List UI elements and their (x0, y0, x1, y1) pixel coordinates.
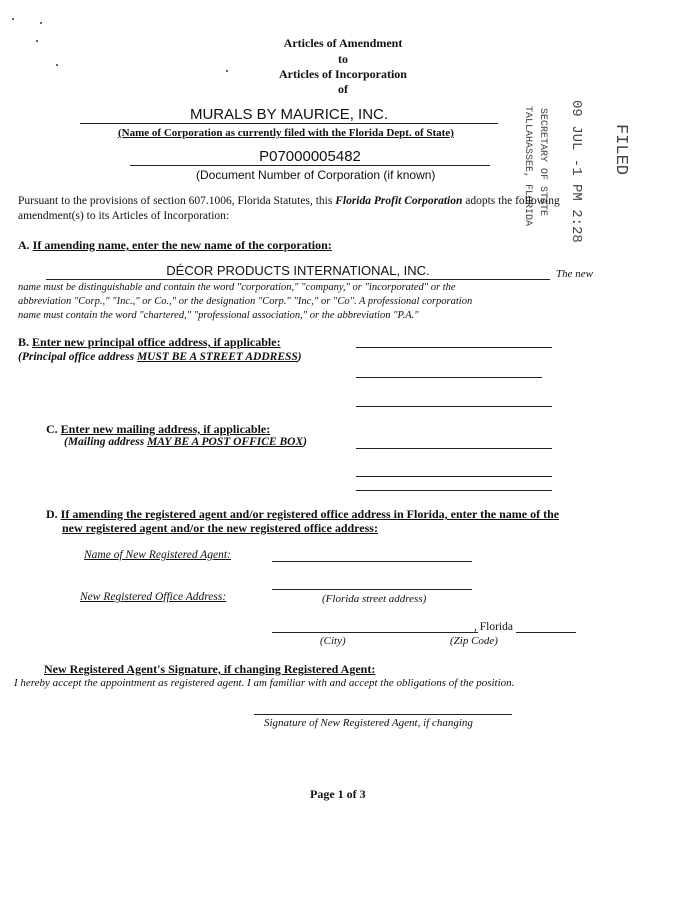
office-address-line[interactable] (272, 589, 472, 590)
section-a-note-start: The new (556, 268, 593, 280)
section-c-label: C. (46, 422, 58, 436)
section-b-label: B. (18, 335, 30, 349)
scan-speck (40, 22, 42, 24)
corporation-name: MURALS BY MAURICE, INC. (189, 106, 389, 123)
zip-code-line[interactable] (516, 632, 576, 633)
principal-address-line-1[interactable] (356, 347, 552, 348)
doc-title-line1: Articles of Amendment (283, 36, 403, 50)
section-d-label: D. (46, 507, 58, 521)
document-number-line (130, 165, 490, 166)
section-a-note-line2: abbreviation "Corp.," "Inc.," or Co.," or the designation "Corp." "Inc," or "Co". A professional corporation (18, 296, 473, 307)
city-line[interactable] (272, 632, 478, 633)
section-d-heading (46, 507, 559, 522)
stamp-city: TALLAHASSEE, FLORIDA (522, 106, 533, 227)
doc-title-line2: to (338, 52, 348, 66)
intro-paragraph-line2: amendment(s) to its Articles of Incorporation: (18, 210, 230, 222)
section-c-subheading (64, 436, 307, 448)
section-b-sub-post: ) (297, 351, 302, 363)
section-b-heading (18, 335, 281, 350)
section-c-sub-pre: (Mailing address (64, 436, 148, 448)
section-a-note-line3: name must contain the word "chartered," "professional association," or the abbreviation "P.A." (18, 310, 419, 321)
signature-statement: I hereby accept the appointment as registered agent. I am familiar with and accept the obligations of the position. (14, 677, 515, 689)
new-name-line (46, 279, 550, 280)
agent-name-line[interactable] (272, 561, 472, 562)
page-number: Page 1 of 3 (310, 787, 366, 801)
section-d-title-line2: new registered agent and/or the new registered office address: (62, 521, 378, 535)
document-number-caption: (Document Number of Corporation (if known) (196, 168, 436, 182)
intro-text-post: adopts the following (462, 195, 560, 207)
florida-label: , Florida (474, 621, 513, 633)
intro-corp-type: Florida Profit Corporation (335, 195, 463, 207)
section-c-sub-emph: MAY BE A POST OFFICE BOX (147, 436, 304, 448)
section-c-sub-post: ) (303, 436, 307, 448)
principal-address-line-3[interactable] (356, 406, 552, 407)
mailing-address-line-2[interactable] (356, 476, 552, 477)
intro-text-pre: Pursuant to the provisions of section 607.1006, Florida Statutes, this (18, 195, 336, 207)
section-b-sub-pre: (Principal office address (18, 351, 137, 363)
mailing-address-line-3[interactable] (356, 490, 552, 491)
section-a-note-line1: name must be distinguishable and contain the word "corporation," "company," or "incorporated" or the (18, 282, 456, 293)
signature-caption: Signature of New Registered Agent, if changing (264, 717, 473, 729)
section-b-sub-emph: MUST BE A STREET ADDRESS (136, 351, 298, 363)
signature-line[interactable] (254, 714, 512, 715)
corporation-name-caption: (Name of Corporation as currently filed with the Florida Dept. of State) (118, 127, 454, 139)
section-c-title: Enter new mailing address, if applicable: (60, 422, 271, 436)
doc-title-line4: of (338, 82, 348, 96)
signature-heading: New Registered Agent's Signature, if changing Registered Agent: (44, 662, 376, 676)
section-a-label: A. (18, 238, 30, 252)
new-corporation-name: DÉCOR PRODUCTS INTERNATIONAL, INC. (166, 263, 430, 278)
office-address-label: New Registered Office Address: (80, 591, 227, 603)
section-a-title: If amending name, enter the new name of the corporation: (32, 238, 332, 252)
stamp-secretary: SECRETARY OF STATE (537, 108, 548, 217)
zip-code-caption: (Zip Code) (450, 635, 498, 647)
intro-paragraph (18, 195, 560, 207)
city-caption: (City) (320, 635, 346, 647)
section-b-title: Enter new principal office address, if applicable: (32, 335, 281, 349)
section-d-title-line1: If amending the registered agent and/or registered office address in Florida, enter the name of the (60, 507, 560, 521)
agent-name-label: Name of New Registered Agent: (84, 549, 231, 561)
scan-speck (12, 18, 14, 20)
doc-title-line3: Articles of Incorporation (279, 67, 407, 81)
stamp-filed: FILED (611, 124, 630, 176)
document-number: P07000005482 (259, 148, 361, 165)
section-c-heading (46, 422, 270, 437)
section-a-heading (18, 238, 332, 253)
section-b-subheading (18, 351, 302, 363)
mailing-address-line-1[interactable] (356, 448, 552, 449)
corporation-name-line (80, 123, 498, 124)
stamp-date: 09 JUL -1 PM 2:28 (568, 100, 584, 243)
street-address-caption: (Florida street address) (322, 593, 427, 605)
principal-address-line-2[interactable] (356, 377, 542, 378)
